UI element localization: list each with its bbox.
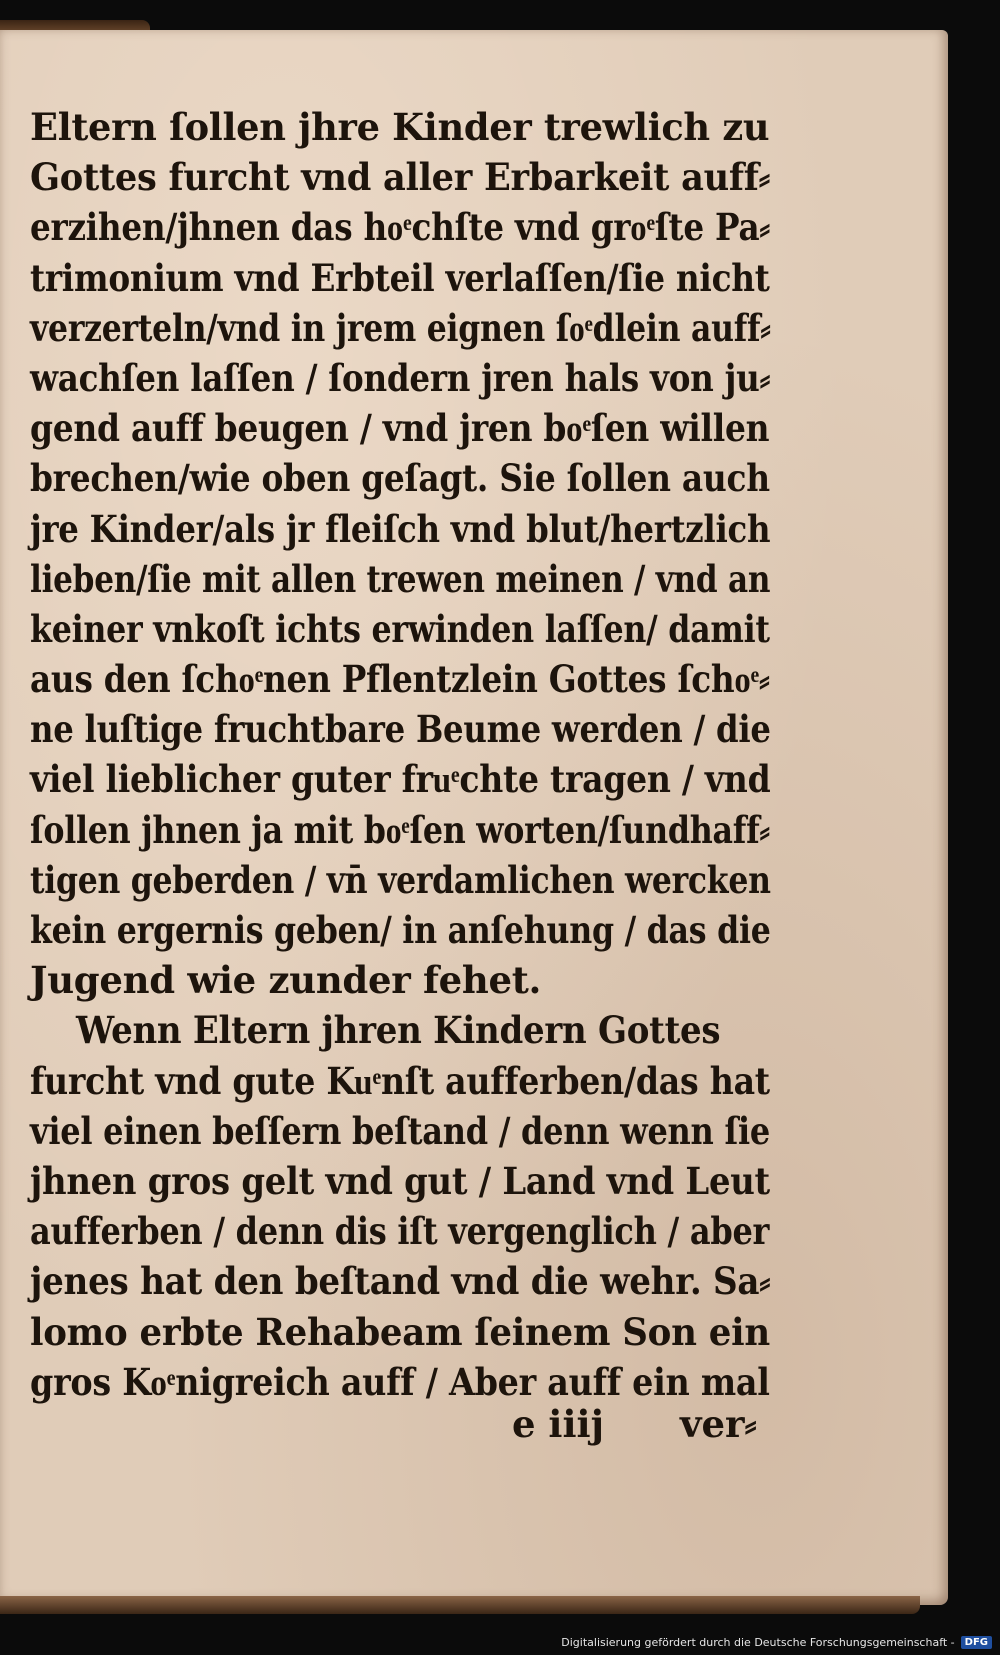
text-line: jhnen gros gelt vnd gut / Land vnd Leut: [30, 1158, 770, 1203]
text-line: Jugend wie zunder fehet.: [30, 958, 542, 1003]
text-line: Eltern ſollen jhre Kinder trewlich zu: [30, 105, 770, 149]
book-page: [0, 30, 948, 1605]
signature-mark: e iiij: [512, 1402, 604, 1446]
text-line: keiner vnkoſt ichts erwinden laſſen/ damit: [30, 606, 770, 651]
text-line: gend auff beugen / vnd jren boͤſen willen: [30, 406, 770, 451]
page-text-block: [30, 102, 770, 1407]
digitization-credit: [561, 1636, 992, 1649]
catchword: ver⸗: [680, 1402, 757, 1446]
text-line: lomo erbte Rehabeam ſeinem Son ein: [30, 1309, 770, 1354]
text-line: lieben/ſie mit allen trewen meinen / vnd an: [30, 556, 771, 601]
page-bottom-edge: [0, 1596, 920, 1614]
text-line: wachſen laſſen / ſondern jren hals von ju⸗: [30, 355, 771, 400]
text-line: aufferben / denn dis iſt vergenglich / aber: [30, 1209, 770, 1254]
text-line: aus den ſchoͤnen Pflentzlein Gottes ſchoͤ⸗: [30, 657, 770, 702]
dfg-logo-icon: DFG: [961, 1636, 992, 1649]
text-line: ſollen jhnen ja mit boͤſen worten/ſundhaff⸗: [30, 807, 770, 852]
text-line: trimonium vnd Erbteil verlaſſen/ſie nicht: [30, 255, 770, 300]
text-line: furcht vnd gute Kuͤnſt aufferben/das hat: [30, 1058, 770, 1103]
text-line: brechen/wie oben geſagt. Sie ſollen auch: [30, 456, 770, 501]
page-foot-line: [0, 1402, 780, 1452]
text-line: jenes hat den beſtand vnd die wehr. Sa⸗: [30, 1259, 771, 1304]
text-line: viel einen beſſern beſtand / denn wenn ſie: [30, 1108, 770, 1153]
credit-text: Digitalisierung gefördert durch die Deutsche Forschungsgemeinschaft -: [561, 1636, 955, 1649]
text-line: gros Koͤnigreich auff / Aber auff ein mal: [30, 1359, 770, 1404]
text-line: Gottes furcht vnd aller Erbarkeit auff⸗: [30, 155, 771, 200]
text-line: jre Kinder/als jr fleiſch vnd blut/hertzlich: [30, 506, 771, 551]
text-line: tigen geberden / vn̄ verdamlichen wercken: [30, 857, 771, 902]
paragraph-start-line: Wenn Eltern jhren Kindern Gottes: [75, 1008, 721, 1053]
text-line: kein ergernis geben/ in anſehung / das die: [30, 908, 771, 952]
text-line: verzerteln/vnd in jrem eignen ſoͤdlein auff⸗: [30, 305, 771, 350]
text-line: erzihen/jhnen das hoͤchſte vnd groͤſte Pa⸗: [30, 205, 770, 250]
text-line: viel lieblicher guter fruͤchte tragen / vnd: [30, 757, 771, 802]
text-line: ne luſtige fruchtbare Beume werden / die: [30, 707, 771, 752]
